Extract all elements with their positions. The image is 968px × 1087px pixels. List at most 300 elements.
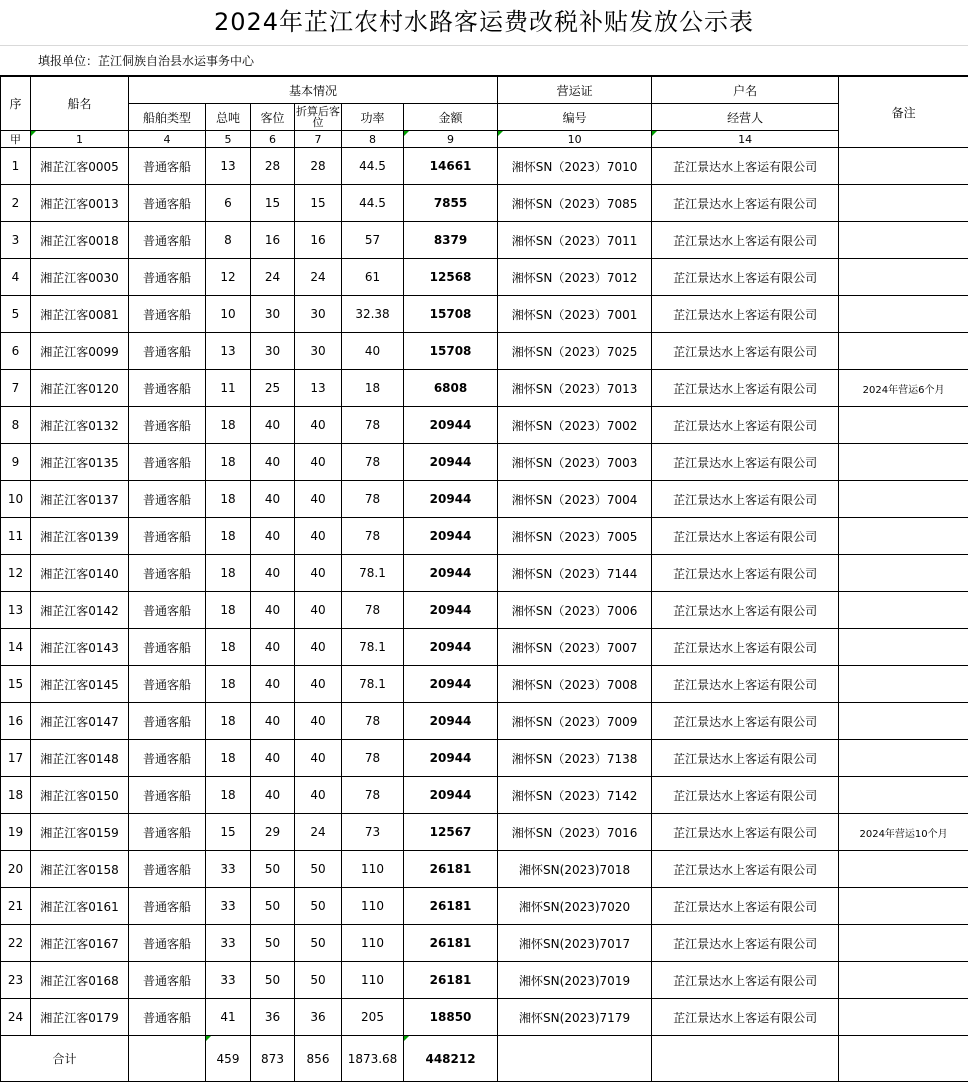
cell-ship-name[interactable]: 湘芷江客0148 [31, 740, 129, 777]
cell-ship-type[interactable]: 普通客船 [129, 370, 206, 407]
cell-ship-name[interactable]: 湘芷江客0030 [31, 259, 129, 296]
cell-seq[interactable]: 6 [1, 333, 31, 370]
cell-permit-no[interactable]: 湘怀SN（2023）7003 [498, 444, 652, 481]
cell-amount[interactable]: 15708 [404, 333, 498, 370]
index-cell[interactable]: 7 [295, 131, 342, 148]
header-amount[interactable]: 金额 [404, 104, 498, 131]
cell-seq[interactable]: 21 [1, 888, 31, 925]
cell-converted-seats[interactable]: 50 [295, 851, 342, 888]
cell-converted-seats[interactable]: 40 [295, 555, 342, 592]
cell-ship-name[interactable]: 湘芷江客0099 [31, 333, 129, 370]
cell-power[interactable]: 78 [342, 740, 404, 777]
cell-power[interactable]: 73 [342, 814, 404, 851]
cell-seats[interactable]: 30 [251, 333, 295, 370]
cell-seats[interactable]: 36 [251, 999, 295, 1036]
cell-permit-no[interactable]: 湘怀SN（2023）7005 [498, 518, 652, 555]
index-cell[interactable]: 4 [129, 131, 206, 148]
cell-seq[interactable]: 1 [1, 148, 31, 185]
cell-operator[interactable]: 芷江景达水上客运有限公司 [652, 925, 839, 962]
cell-seats[interactable]: 50 [251, 962, 295, 999]
cell-power[interactable]: 61 [342, 259, 404, 296]
cell-ship-type[interactable]: 普通客船 [129, 407, 206, 444]
cell-operator[interactable]: 芷江景达水上客运有限公司 [652, 592, 839, 629]
cell-converted-seats[interactable]: 40 [295, 777, 342, 814]
cell-ship-name[interactable]: 湘芷江客0150 [31, 777, 129, 814]
cell-remark[interactable] [839, 444, 968, 481]
cell-permit-no[interactable]: 湘怀SN（2023）7009 [498, 703, 652, 740]
cell-ship-name[interactable]: 湘芷江客0139 [31, 518, 129, 555]
cell-tonnage[interactable]: 33 [206, 851, 251, 888]
cell-seq[interactable]: 15 [1, 666, 31, 703]
cell-operator[interactable]: 芷江景达水上客运有限公司 [652, 259, 839, 296]
cell-ship-name[interactable]: 湘芷江客0132 [31, 407, 129, 444]
table-row [1, 777, 968, 814]
header-ship-type[interactable]: 船舶类型 [129, 104, 206, 131]
cell-tonnage[interactable]: 15 [206, 814, 251, 851]
total-cell[interactable] [839, 1036, 968, 1082]
cell-ship-type[interactable]: 普通客船 [129, 518, 206, 555]
cell-seats[interactable]: 40 [251, 592, 295, 629]
cell-converted-seats[interactable]: 40 [295, 592, 342, 629]
cell-ship-type[interactable]: 普通客船 [129, 740, 206, 777]
index-cell[interactable]: 14 [652, 131, 839, 148]
cell-operator[interactable]: 芷江景达水上客运有限公司 [652, 888, 839, 925]
cell-ship-type[interactable]: 普通客船 [129, 481, 206, 518]
cell-ship-type[interactable]: 普通客船 [129, 555, 206, 592]
header-ship-name[interactable]: 船名 [31, 77, 129, 131]
cell-operator[interactable]: 芷江景达水上客运有限公司 [652, 999, 839, 1036]
cell-permit-no[interactable]: 湘怀SN（2023）7085 [498, 185, 652, 222]
cell-ship-name[interactable]: 湘芷江客0158 [31, 851, 129, 888]
cell-tonnage[interactable]: 18 [206, 740, 251, 777]
cell-remark[interactable] [839, 777, 968, 814]
cell-operator[interactable]: 芷江景达水上客运有限公司 [652, 518, 839, 555]
cell-amount[interactable]: 20944 [404, 703, 498, 740]
cell-power[interactable]: 205 [342, 999, 404, 1036]
cell-amount[interactable]: 12568 [404, 259, 498, 296]
cell-tonnage[interactable]: 18 [206, 407, 251, 444]
header-seq[interactable]: 序 [1, 77, 31, 131]
cell-remark[interactable] [839, 629, 968, 666]
cell-amount[interactable]: 26181 [404, 962, 498, 999]
cell-remark[interactable] [839, 259, 968, 296]
cell-power[interactable]: 78 [342, 592, 404, 629]
cell-power[interactable]: 78 [342, 407, 404, 444]
cell-ship-type[interactable]: 普通客船 [129, 592, 206, 629]
cell-amount[interactable]: 26181 [404, 888, 498, 925]
cell-permit-no[interactable]: 湘怀SN（2023）7144 [498, 555, 652, 592]
cell-permit-no[interactable]: 湘怀SN（2023）7012 [498, 259, 652, 296]
cell-seq[interactable]: 5 [1, 296, 31, 333]
index-cell[interactable]: 10 [498, 131, 652, 148]
cell-power[interactable]: 110 [342, 925, 404, 962]
index-cell[interactable]: 甲 [1, 131, 31, 148]
cell-ship-name[interactable]: 湘芷江客0140 [31, 555, 129, 592]
cell-amount[interactable]: 18850 [404, 999, 498, 1036]
cell-power[interactable]: 40 [342, 333, 404, 370]
cell-seats[interactable]: 40 [251, 407, 295, 444]
cell-tonnage[interactable]: 13 [206, 148, 251, 185]
cell-ship-type[interactable]: 普通客船 [129, 666, 206, 703]
cell-tonnage[interactable]: 18 [206, 444, 251, 481]
cell-tonnage[interactable]: 33 [206, 925, 251, 962]
cell-amount[interactable]: 14661 [404, 148, 498, 185]
cell-seq[interactable]: 8 [1, 407, 31, 444]
cell-seats[interactable]: 40 [251, 666, 295, 703]
cell-ship-name[interactable]: 湘芷江客0120 [31, 370, 129, 407]
cell-operator[interactable]: 芷江景达水上客运有限公司 [652, 740, 839, 777]
header-remark[interactable]: 备注 [839, 77, 968, 148]
cell-ship-name[interactable]: 湘芷江客0147 [31, 703, 129, 740]
cell-tonnage[interactable]: 18 [206, 518, 251, 555]
cell-tonnage[interactable]: 18 [206, 555, 251, 592]
cell-remark[interactable] [839, 851, 968, 888]
cell-amount[interactable]: 20944 [404, 444, 498, 481]
cell-operator[interactable]: 芷江景达水上客运有限公司 [652, 851, 839, 888]
cell-converted-seats[interactable]: 50 [295, 962, 342, 999]
cell-seats[interactable]: 40 [251, 629, 295, 666]
cell-tonnage[interactable]: 18 [206, 481, 251, 518]
cell-tonnage[interactable]: 18 [206, 629, 251, 666]
cell-converted-seats[interactable]: 40 [295, 629, 342, 666]
cell-power[interactable]: 110 [342, 962, 404, 999]
cell-ship-type[interactable]: 普通客船 [129, 999, 206, 1036]
cell-amount[interactable]: 20944 [404, 777, 498, 814]
total-cell[interactable] [498, 1036, 652, 1082]
cell-ship-name[interactable]: 湘芷江客0143 [31, 629, 129, 666]
cell-power[interactable]: 18 [342, 370, 404, 407]
cell-seats[interactable]: 50 [251, 888, 295, 925]
cell-permit-no[interactable]: 湘怀SN（2023）7011 [498, 222, 652, 259]
index-cell[interactable]: 1 [31, 131, 129, 148]
cell-operator[interactable]: 芷江景达水上客运有限公司 [652, 629, 839, 666]
cell-remark[interactable] [839, 296, 968, 333]
index-cell[interactable]: 9 [404, 131, 498, 148]
cell-amount[interactable]: 7855 [404, 185, 498, 222]
cell-ship-type[interactable]: 普通客船 [129, 814, 206, 851]
cell-remark[interactable] [839, 962, 968, 999]
cell-ship-type[interactable]: 普通客船 [129, 296, 206, 333]
cell-ship-type[interactable]: 普通客船 [129, 777, 206, 814]
cell-ship-type[interactable]: 普通客船 [129, 925, 206, 962]
cell-seq[interactable]: 22 [1, 925, 31, 962]
index-cell[interactable]: 8 [342, 131, 404, 148]
cell-power[interactable]: 78 [342, 703, 404, 740]
cell-permit-no[interactable]: 湘怀SN(2023)7019 [498, 962, 652, 999]
cell-seq[interactable]: 23 [1, 962, 31, 999]
cell-remark[interactable]: 2024年营运6个月 [839, 370, 968, 407]
cell-permit-no[interactable]: 湘怀SN（2023）7007 [498, 629, 652, 666]
cell-seq[interactable]: 16 [1, 703, 31, 740]
cell-power[interactable]: 78 [342, 777, 404, 814]
cell-remark[interactable] [839, 222, 968, 259]
cell-seats[interactable]: 40 [251, 555, 295, 592]
cell-ship-name[interactable]: 湘芷江客0005 [31, 148, 129, 185]
cell-remark[interactable] [839, 555, 968, 592]
cell-seats[interactable]: 15 [251, 185, 295, 222]
cell-ship-name[interactable]: 湘芷江客0018 [31, 222, 129, 259]
cell-tonnage[interactable]: 13 [206, 333, 251, 370]
header-operator[interactable]: 经营人 [652, 104, 839, 131]
cell-operator[interactable]: 芷江景达水上客运有限公司 [652, 666, 839, 703]
cell-ship-name[interactable]: 湘芷江客0142 [31, 592, 129, 629]
cell-operator[interactable]: 芷江景达水上客运有限公司 [652, 444, 839, 481]
cell-operator[interactable]: 芷江景达水上客运有限公司 [652, 222, 839, 259]
cell-seats[interactable]: 28 [251, 148, 295, 185]
cell-seats[interactable]: 25 [251, 370, 295, 407]
cell-remark[interactable] [839, 518, 968, 555]
cell-seq[interactable]: 10 [1, 481, 31, 518]
cell-remark[interactable] [839, 888, 968, 925]
cell-seq[interactable]: 17 [1, 740, 31, 777]
cell-converted-seats[interactable]: 15 [295, 185, 342, 222]
cell-power[interactable]: 78 [342, 444, 404, 481]
cell-power[interactable]: 78 [342, 481, 404, 518]
total-seats[interactable]: 873 [251, 1036, 295, 1082]
cell-seats[interactable]: 50 [251, 925, 295, 962]
total-power[interactable]: 1873.68 [342, 1036, 404, 1082]
cell-remark[interactable] [839, 333, 968, 370]
cell-seq[interactable]: 4 [1, 259, 31, 296]
cell-ship-name[interactable]: 湘芷江客0161 [31, 888, 129, 925]
cell-ship-type[interactable]: 普通客船 [129, 444, 206, 481]
cell-seats[interactable]: 30 [251, 296, 295, 333]
cell-seats[interactable]: 50 [251, 851, 295, 888]
cell-ship-name[interactable]: 湘芷江客0145 [31, 666, 129, 703]
cell-converted-seats[interactable]: 16 [295, 222, 342, 259]
cell-converted-seats[interactable]: 50 [295, 925, 342, 962]
cell-seats[interactable]: 40 [251, 777, 295, 814]
cell-tonnage[interactable]: 11 [206, 370, 251, 407]
cell-seats[interactable]: 40 [251, 740, 295, 777]
cell-power[interactable]: 78.1 [342, 666, 404, 703]
cell-seq[interactable]: 13 [1, 592, 31, 629]
cell-permit-no[interactable]: 湘怀SN（2023）7002 [498, 407, 652, 444]
cell-seq[interactable]: 18 [1, 777, 31, 814]
cell-remark[interactable] [839, 666, 968, 703]
cell-ship-type[interactable]: 普通客船 [129, 259, 206, 296]
cell-tonnage[interactable]: 18 [206, 703, 251, 740]
cell-ship-type[interactable]: 普通客船 [129, 629, 206, 666]
cell-seq[interactable]: 12 [1, 555, 31, 592]
cell-converted-seats[interactable]: 50 [295, 888, 342, 925]
header-seats[interactable]: 客位 [251, 104, 295, 131]
index-cell[interactable]: 5 [206, 131, 251, 148]
cell-remark[interactable] [839, 925, 968, 962]
cell-remark[interactable] [839, 481, 968, 518]
cell-remark[interactable] [839, 592, 968, 629]
cell-ship-type[interactable]: 普通客船 [129, 703, 206, 740]
total-amount[interactable]: 448212 [404, 1036, 498, 1082]
cell-remark[interactable] [839, 703, 968, 740]
cell-ship-type[interactable]: 普通客船 [129, 222, 206, 259]
cell-power[interactable]: 78 [342, 518, 404, 555]
cell-converted-seats[interactable]: 13 [295, 370, 342, 407]
total-label[interactable]: 合计 [1, 1036, 129, 1082]
cell-seats[interactable]: 40 [251, 518, 295, 555]
cell-ship-name[interactable]: 湘芷江客0179 [31, 999, 129, 1036]
cell-ship-name[interactable]: 湘芷江客0159 [31, 814, 129, 851]
cell-permit-no[interactable]: 湘怀SN（2023）7013 [498, 370, 652, 407]
cell-permit-no[interactable]: 湘怀SN（2023）7016 [498, 814, 652, 851]
cell-converted-seats[interactable]: 40 [295, 481, 342, 518]
cell-seq[interactable]: 20 [1, 851, 31, 888]
cell-tonnage[interactable]: 12 [206, 259, 251, 296]
cell-operator[interactable]: 芷江景达水上客运有限公司 [652, 296, 839, 333]
cell-ship-name[interactable]: 湘芷江客0135 [31, 444, 129, 481]
cell-amount[interactable]: 20944 [404, 518, 498, 555]
cell-amount[interactable]: 12567 [404, 814, 498, 851]
cell-power[interactable]: 110 [342, 851, 404, 888]
cell-converted-seats[interactable]: 30 [295, 296, 342, 333]
cell-remark[interactable] [839, 740, 968, 777]
cell-remark[interactable] [839, 407, 968, 444]
cell-seq[interactable]: 11 [1, 518, 31, 555]
cell-amount[interactable]: 20944 [404, 740, 498, 777]
cell-converted-seats[interactable]: 24 [295, 814, 342, 851]
cell-ship-name[interactable]: 湘芷江客0137 [31, 481, 129, 518]
cell-operator[interactable]: 芷江景达水上客运有限公司 [652, 407, 839, 444]
cell-ship-name[interactable]: 湘芷江客0081 [31, 296, 129, 333]
cell-converted-seats[interactable]: 24 [295, 259, 342, 296]
cell-amount[interactable]: 20944 [404, 592, 498, 629]
header-basic[interactable]: 基本情况 [129, 77, 498, 104]
cell-permit-no[interactable]: 湘怀SN（2023）7142 [498, 777, 652, 814]
cell-amount[interactable]: 20944 [404, 555, 498, 592]
total-cell[interactable] [129, 1036, 206, 1082]
header-tonnage[interactable]: 总吨 [206, 104, 251, 131]
header-converted-seats[interactable]: 折算后客位 [296, 105, 340, 129]
cell-power[interactable]: 110 [342, 888, 404, 925]
cell-operator[interactable]: 芷江景达水上客运有限公司 [652, 185, 839, 222]
cell-seq[interactable]: 24 [1, 999, 31, 1036]
cell-permit-no[interactable]: 湘怀SN(2023)7179 [498, 999, 652, 1036]
cell-tonnage[interactable]: 6 [206, 185, 251, 222]
total-converted-seats[interactable]: 856 [295, 1036, 342, 1082]
cell-permit-no[interactable]: 湘怀SN（2023）7004 [498, 481, 652, 518]
cell-converted-seats[interactable]: 40 [295, 444, 342, 481]
cell-permit-no[interactable]: 湘怀SN（2023）7001 [498, 296, 652, 333]
cell-seats[interactable]: 40 [251, 481, 295, 518]
cell-operator[interactable]: 芷江景达水上客运有限公司 [652, 962, 839, 999]
cell-amount[interactable]: 8379 [404, 222, 498, 259]
cell-seats[interactable]: 40 [251, 444, 295, 481]
cell-remark[interactable] [839, 999, 968, 1036]
cell-permit-no[interactable]: 湘怀SN(2023)7017 [498, 925, 652, 962]
cell-seq[interactable]: 9 [1, 444, 31, 481]
cell-converted-seats[interactable]: 30 [295, 333, 342, 370]
cell-amount[interactable]: 15708 [404, 296, 498, 333]
cell-permit-no[interactable]: 湘怀SN（2023）7025 [498, 333, 652, 370]
cell-remark[interactable] [839, 148, 968, 185]
cell-ship-type[interactable]: 普通客船 [129, 962, 206, 999]
header-owner[interactable]: 户名 [652, 77, 839, 104]
cell-operator[interactable]: 芷江景达水上客运有限公司 [652, 148, 839, 185]
cell-power[interactable]: 78.1 [342, 555, 404, 592]
cell-ship-type[interactable]: 普通客船 [129, 185, 206, 222]
cell-operator[interactable]: 芷江景达水上客运有限公司 [652, 777, 839, 814]
total-cell[interactable] [652, 1036, 839, 1082]
header-permit-no[interactable]: 编号 [498, 104, 652, 131]
header-permit[interactable]: 营运证 [498, 77, 652, 104]
cell-permit-no[interactable]: 湘怀SN（2023）7138 [498, 740, 652, 777]
cell-seq[interactable]: 7 [1, 370, 31, 407]
cell-tonnage[interactable]: 18 [206, 592, 251, 629]
cell-ship-name[interactable]: 湘芷江客0167 [31, 925, 129, 962]
cell-permit-no[interactable]: 湘怀SN(2023)7018 [498, 851, 652, 888]
cell-power[interactable]: 57 [342, 222, 404, 259]
cell-ship-name[interactable]: 湘芷江客0168 [31, 962, 129, 999]
cell-amount[interactable]: 20944 [404, 407, 498, 444]
cell-seats[interactable]: 16 [251, 222, 295, 259]
cell-operator[interactable]: 芷江景达水上客运有限公司 [652, 703, 839, 740]
cell-converted-seats[interactable]: 40 [295, 518, 342, 555]
cell-converted-seats[interactable]: 40 [295, 703, 342, 740]
cell-ship-type[interactable]: 普通客船 [129, 851, 206, 888]
cell-operator[interactable]: 芷江景达水上客运有限公司 [652, 333, 839, 370]
cell-amount[interactable]: 26181 [404, 925, 498, 962]
cell-seq[interactable]: 2 [1, 185, 31, 222]
total-tonnage[interactable]: 459 [206, 1036, 251, 1082]
cell-converted-seats[interactable]: 40 [295, 666, 342, 703]
cell-tonnage[interactable]: 33 [206, 962, 251, 999]
cell-permit-no[interactable]: 湘怀SN(2023)7020 [498, 888, 652, 925]
cell-amount[interactable]: 6808 [404, 370, 498, 407]
cell-power[interactable]: 44.5 [342, 185, 404, 222]
cell-power[interactable]: 32.38 [342, 296, 404, 333]
cell-converted-seats[interactable]: 40 [295, 740, 342, 777]
cell-power[interactable]: 44.5 [342, 148, 404, 185]
cell-power[interactable]: 78.1 [342, 629, 404, 666]
cell-tonnage[interactable]: 8 [206, 222, 251, 259]
cell-amount[interactable]: 20944 [404, 481, 498, 518]
cell-seats[interactable]: 29 [251, 814, 295, 851]
cell-converted-seats[interactable]: 28 [295, 148, 342, 185]
cell-seats[interactable]: 24 [251, 259, 295, 296]
cell-amount[interactable]: 26181 [404, 851, 498, 888]
cell-operator[interactable]: 芷江景达水上客运有限公司 [652, 481, 839, 518]
cell-tonnage[interactable]: 18 [206, 777, 251, 814]
table-row [1, 481, 968, 518]
cell-converted-seats[interactable]: 40 [295, 407, 342, 444]
cell-operator[interactable]: 芷江景达水上客运有限公司 [652, 555, 839, 592]
cell-operator[interactable]: 芷江景达水上客运有限公司 [652, 370, 839, 407]
cell-seq[interactable]: 14 [1, 629, 31, 666]
cell-permit-no[interactable]: 湘怀SN（2023）7010 [498, 148, 652, 185]
cell-ship-type[interactable]: 普通客船 [129, 888, 206, 925]
cell-seq[interactable]: 19 [1, 814, 31, 851]
cell-ship-type[interactable]: 普通客船 [129, 333, 206, 370]
cell-converted-seats[interactable]: 36 [295, 999, 342, 1036]
cell-operator[interactable]: 芷江景达水上客运有限公司 [652, 814, 839, 851]
cell-tonnage[interactable]: 10 [206, 296, 251, 333]
cell-amount[interactable]: 20944 [404, 666, 498, 703]
cell-tonnage[interactable]: 41 [206, 999, 251, 1036]
cell-ship-name[interactable]: 湘芷江客0013 [31, 185, 129, 222]
cell-permit-no[interactable]: 湘怀SN（2023）7008 [498, 666, 652, 703]
index-cell[interactable]: 6 [251, 131, 295, 148]
cell-permit-no[interactable]: 湘怀SN（2023）7006 [498, 592, 652, 629]
cell-remark[interactable] [839, 185, 968, 222]
cell-ship-type[interactable]: 普通客船 [129, 148, 206, 185]
cell-tonnage[interactable]: 33 [206, 888, 251, 925]
cell-amount[interactable]: 20944 [404, 629, 498, 666]
cell-seq[interactable]: 3 [1, 222, 31, 259]
cell-tonnage[interactable]: 18 [206, 666, 251, 703]
cell-seats[interactable]: 40 [251, 703, 295, 740]
header-power[interactable]: 功率 [342, 104, 404, 131]
cell-remark[interactable]: 2024年营运10个月 [839, 814, 968, 851]
